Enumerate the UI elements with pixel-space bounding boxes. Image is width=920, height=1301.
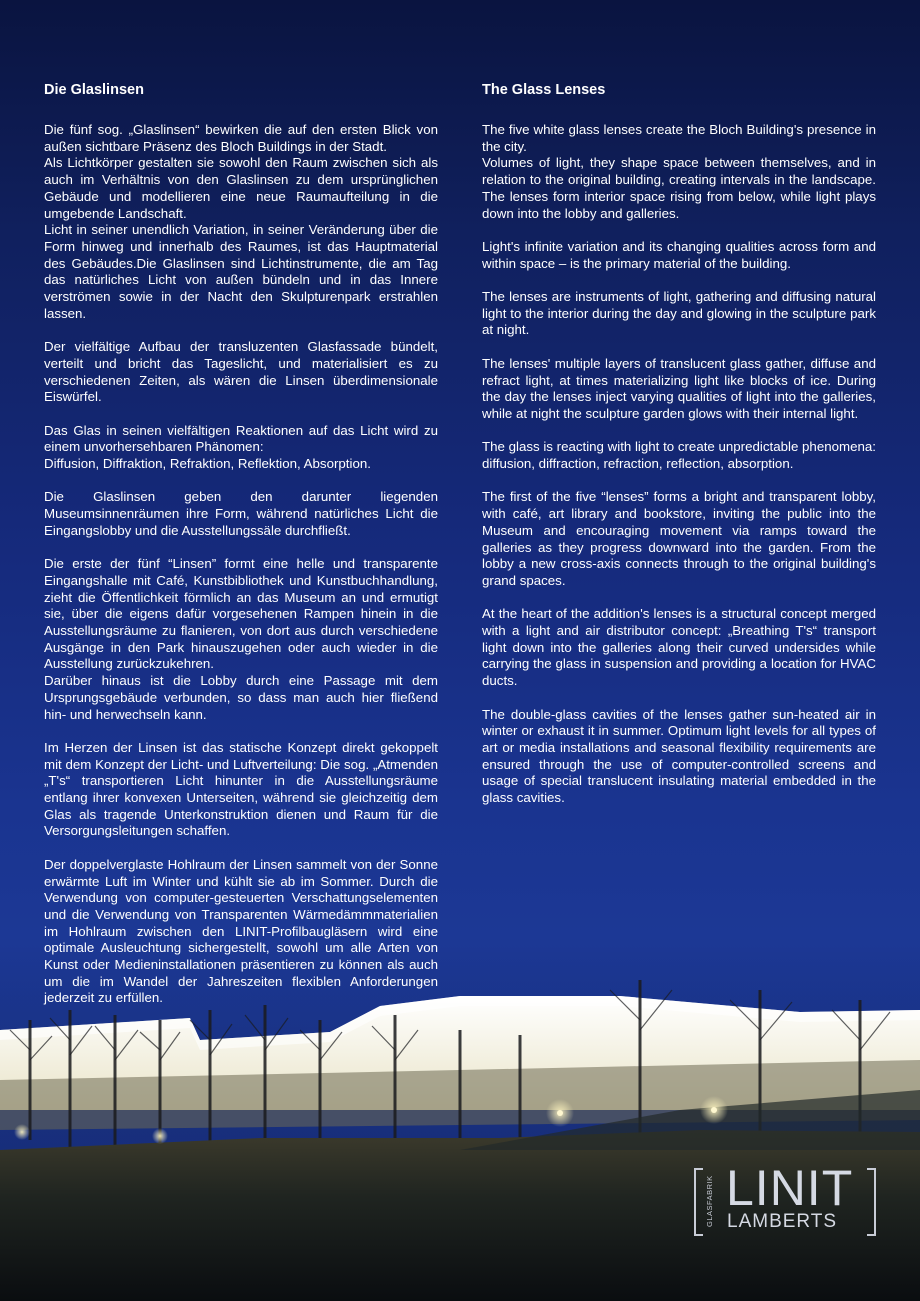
logo-bracket-left (694, 1168, 703, 1236)
english-paragraph: The double-glass cavities of the lenses gather sun-heated air in winter or exhaust it in summer. Optimum light levels for all types of art or media installations and seasonal flexibility requirements are ensured through the use of computer-controlled screens and usage of special translucent insulating material embedded in the glass cavities. (482, 706, 876, 806)
english-paragraph: At the heart of the addition's lenses is a structural concept merged with a light and air distributor concept: „Breathing T's“ transport light down into the galleries along their curved undersides while carrying the glass in suspension and providing a location for HVAC ducts. (482, 606, 876, 689)
logo-linit-text: LINIT (726, 1160, 854, 1216)
english-paragraph: The five white glass lenses create the Bloch Building's presence in the city. Volumes of light, they shape space between themselves, and in relation to the original building, creating intervals in the landscape. The lenses form interior space rising from below, while light plays down into the lobby and galleries. (482, 122, 876, 221)
english-column (482, 80, 876, 823)
german-column (44, 80, 438, 1024)
english-heading: The Glass Lenses (482, 82, 606, 98)
english-paragraph: The lenses are instruments of light, gathering and diffusing natural light to the interior during the day and glowing in the sculpture park at night. (482, 289, 876, 338)
logo-bracket-right (867, 1168, 876, 1236)
german-paragraph: Im Herzen der Linsen ist das statische Konzept direkt gekoppelt mit dem Konzept der Licht- und Luftverteilung: Die sog. „Atmenden „T's“ transportieren Licht hinunter in die Ausstellungsräume entlang ihrer konvexen Unterseiten, während sie gleichzeitig dem Glas als tragende Unterkonstruktion dienen und Raum für die Versorgungsleitungen schaffen. (44, 739, 438, 839)
logo-glasfabrik-text: GLASFABRIK (705, 1175, 714, 1227)
linit-lamberts-logo (694, 1160, 876, 1234)
german-paragraph: Der doppelverglaste Hohlraum der Linsen sammelt von der Sonne erwärmte Luft im Winter und kühlt sie ab im Sommer. Durch die Verwendung von computer-gesteuerten Verschattungselementen und die Verwendung von Transparenten Wärmedämmmaterialien im Hohlraum zwischen den LINIT-Profilbaugläsern wird eine optimale Ausleuchtung sichergestellt, sowohl um alle Arten von Kunst oder Medieninstallationen präsentieren zu können als auch um die im Wandel der Jahreszeiten flexiblen Anforderungen jederzeit zu erfüllen. (44, 856, 438, 1006)
german-paragraph: Das Glas in seinen vielfältigen Reaktionen auf das Licht wird zu einem unvorhersehbaren Phänomen: Diffusion, Diffraktion, Refraktion, Reflektion, Absorption. (44, 422, 438, 472)
english-paragraph: The first of the five “lenses” forms a bright and transparent lobby, with café, art library and bookstore, inviting the public into the Museum and encouraging movement via ramps toward the galleries as they progress downward into the garden. From the lobby a new cross-axis connects through to the original building's grand spaces. (482, 489, 876, 588)
german-heading: Die Glaslinsen (44, 82, 144, 98)
english-paragraph: Light's infinite variation and its changing qualities across form and within space – is the primary material of the building. (482, 238, 876, 271)
german-paragraph: Die fünf sog. „Glaslinsen“ bewirken die auf den ersten Blick von außen sichtbare Präsenz des Bloch Buildings in der Stadt. Als Lichtkörper gestalten sie sowohl den Raum zwischen sich als auch im Verhältnis von den Glaslinsen zu dem ursprünglichen Gebäude und modellieren eine neue Raumaufteilung in die umgebende Landschaft. Licht in seiner unendlich Variation, in seiner Veränderung über die Form hinweg und innerhalb des Raumes, ist das Hauptmaterial des Gebäudes.Die Glaslinsen sind Lichtinstrumente, die am Tag das natürliches Licht von außen bündeln und in das Innere verströmen sowie in der Nacht den Skulpturenpark erstrahlen lassen. (44, 122, 438, 321)
english-paragraph: The lenses' multiple layers of translucent glass gather, diffuse and refract light, at times materializing light like blocks of ice. During the day the lenses inject varying qualities of light into the galleries, while at night the sculpture garden glows with their internal light. (482, 355, 876, 421)
german-paragraph: Die erste der fünf “Linsen” formt eine helle und transparente Eingangshalle mit Café, Kunstbibliothek und Kunstbuchhandlung, zieht die Öffentlichkeit förmlich an das Museum an und ermutigt sie, über die eigens dafür vorgesehenen Rampen hinein in die Ausstellungsräume zu flanieren, von dort aus durch verschiedene Ausgänge in den Park hinauszugehen oder auch wieder in die Ausstellung zurückzukehren. Darüber hinaus ist die Lobby durch eine Passage mit dem Ursprungsgebäude verbunden, so dass man auch hier fließend hin- und herwechseln kann. (44, 556, 438, 722)
german-paragraph: Der vielfältige Aufbau der transluzenten Glasfassade bündelt, verteilt und bricht das Tageslicht, und materialisiert es zu verschiedenen Zeiten, als wären die Linsen überdimensionale Eiswürfel. (44, 339, 438, 405)
german-paragraph: Die Glaslinsen geben den darunter liegenden Museumsinnenräumen ihre Form, während natürliches Licht die Eingangslobby und die Ausstellungssäle durchfließt. (44, 489, 438, 538)
english-paragraph: The glass is reacting with light to create unpredictable phenomena: diffusion, diffraction, refraction, reflection, absorption. (482, 439, 876, 471)
logo-lamberts-text: LAMBERTS (727, 1211, 838, 1232)
